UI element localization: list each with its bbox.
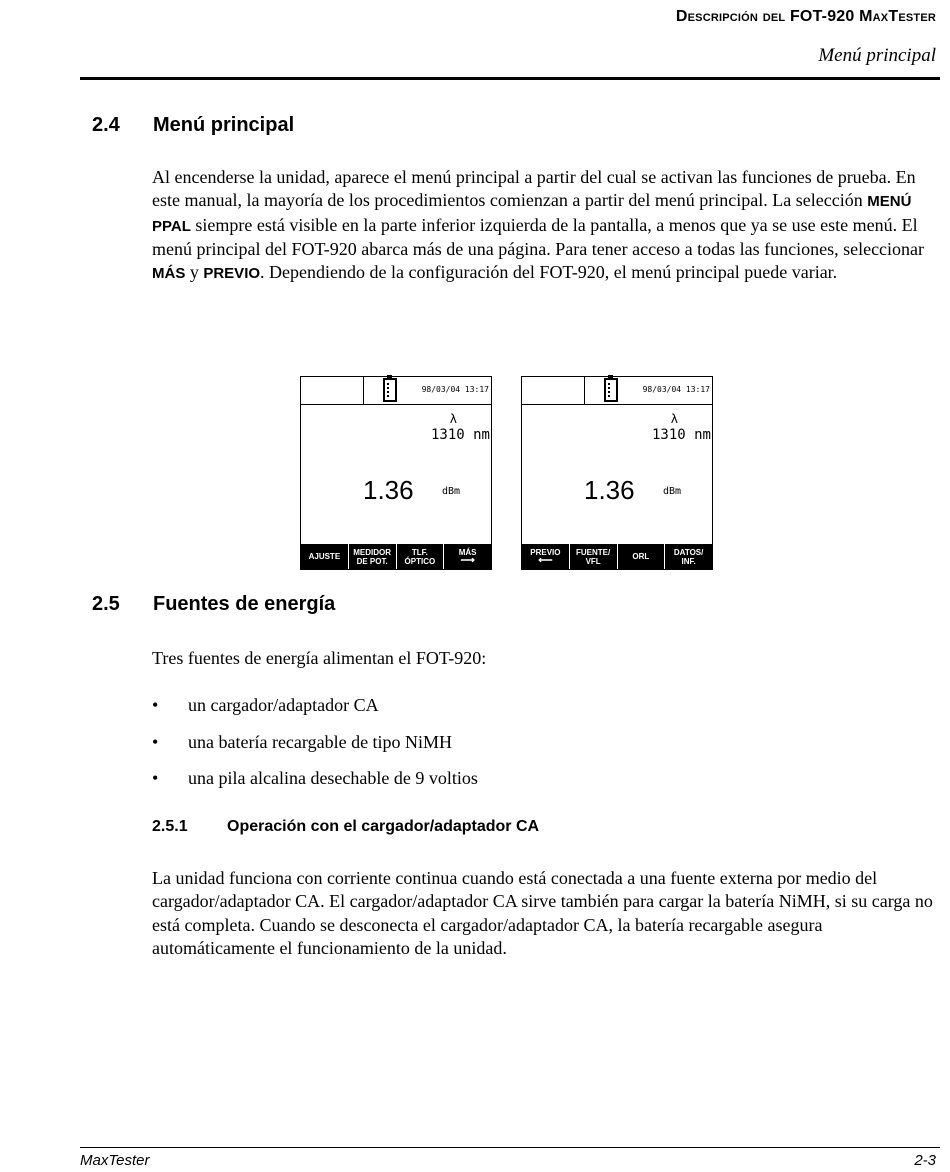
status-divider	[584, 377, 585, 404]
power-readout: 1.36	[363, 475, 414, 505]
right-arrow-icon: ⟶	[460, 555, 475, 566]
device-screen-page-1	[300, 376, 492, 570]
softkey-label-line2: ÓPTICO	[404, 556, 436, 566]
keyword-mas: MÁS	[152, 265, 186, 283]
softkey-mas[interactable]	[444, 544, 491, 569]
softkey-tlf-optico[interactable]	[397, 544, 445, 569]
bullet-icon: •	[152, 732, 159, 752]
softkey-orl[interactable]	[618, 544, 666, 569]
softkey-label: FUENTE/	[576, 547, 611, 557]
softkey-label: TLF.	[411, 547, 428, 557]
keyword-previo: PREVIO	[203, 265, 261, 283]
battery-icon	[604, 378, 618, 402]
list-item	[152, 768, 478, 789]
header-rule	[80, 77, 940, 80]
status-bar	[301, 377, 491, 405]
softkey-bar	[301, 544, 491, 569]
paragraph-main-menu	[152, 166, 942, 285]
text-run: . Dependiendo de la configuración del FOT-920, el menú principal puede variar.	[260, 262, 838, 283]
power-readout: 1.36	[584, 475, 635, 505]
softkey-label: MEDIDOR	[353, 547, 392, 557]
list-item	[152, 732, 452, 753]
softkey-label-line2: DE POT.	[356, 556, 388, 566]
left-arrow-icon: ⟵	[538, 555, 553, 566]
footer-rule	[80, 1147, 940, 1148]
page-number: 2-3	[914, 1152, 936, 1169]
date-time: 98/03/04 13:17	[421, 385, 489, 394]
footer-product-name: MaxTester	[80, 1152, 150, 1169]
softkey-label-line2: INF.	[681, 556, 696, 566]
section-heading-2-4	[92, 114, 294, 137]
running-header-section: Menú principal	[818, 45, 936, 66]
softkey-label: PREVIO	[530, 548, 561, 557]
softkey-datos-inf[interactable]	[665, 544, 712, 569]
list-item-text: una batería recargable de tipo NiMH	[188, 732, 453, 752]
power-unit: dBm	[442, 486, 461, 497]
softkey-label: ORL	[632, 552, 650, 561]
wavelength-readout: 1310 nm	[651, 427, 711, 443]
softkey-label: DATOS/	[673, 547, 704, 557]
section-title: Menú principal	[153, 114, 295, 136]
softkey-bar	[522, 544, 712, 569]
section-title: Fuentes de energía	[153, 593, 336, 615]
text-run: y	[185, 262, 204, 283]
running-header-chapter: Descripción del FOT-920 MaxTester	[675, 8, 936, 25]
wavelength-readout: 1310 nm	[430, 427, 490, 443]
section-number: 2.4	[92, 114, 120, 136]
softkey-label-line2: VFL	[585, 556, 601, 566]
section-heading-2-5	[92, 593, 335, 616]
subsection-heading-2-5-1	[152, 818, 539, 836]
subsection-number: 2.5.1	[152, 818, 188, 835]
subsection-title: Operación con el cargador/adaptador CA	[227, 818, 540, 835]
softkey-fuente-vfl[interactable]	[570, 544, 618, 569]
status-bar	[522, 377, 712, 405]
section-number: 2.5	[92, 593, 120, 615]
battery-icon	[383, 378, 397, 402]
paragraph-power-intro: Tres fuentes de energía alimentan el FOT-920:	[152, 648, 487, 668]
bullet-icon: •	[152, 695, 159, 715]
lambda-symbol: λ	[449, 412, 457, 426]
status-divider	[363, 377, 364, 404]
text-run: Al encenderse la unidad, aparece el menú principal a partir del cual se activan las funciones de prueba. En este manual, la mayoría de los procedimientos comienzan a partir del menú principal. La selección	[152, 167, 916, 211]
text-run: siempre está visible en la parte inferior izquierda de la pantalla, a menos que ya se use este menú. El menú principal del FOT-920 abarca más de una página. Para tener acceso a todas las funciones, seleccionar	[152, 214, 925, 259]
date-time: 98/03/04 13:17	[642, 385, 710, 394]
device-screen-page-2	[521, 376, 713, 570]
keyword-menu-ppal: MENÚ PPAL	[152, 193, 912, 235]
list-item-text: una pila alcalina desechable de 9 voltios	[188, 768, 478, 788]
power-unit: dBm	[663, 486, 682, 497]
softkey-previo[interactable]	[522, 544, 570, 569]
list-item-text: un cargador/adaptador CA	[188, 695, 379, 715]
softkey-medidor-de-pot[interactable]	[349, 544, 397, 569]
lambda-symbol: λ	[670, 412, 678, 426]
bullet-icon: •	[152, 768, 159, 788]
softkey-label: MÁS	[458, 548, 477, 557]
softkey-label: AJUSTE	[308, 552, 341, 561]
softkey-ajuste[interactable]	[301, 544, 349, 569]
paragraph-ac-adapter: La unidad funciona con corriente continua cuando está conectada a una fuente externa por medio del cargador/adaptador CA. El cargador/adaptador CA sirve también para cargar la batería NiMH, si su carga no está completa. Cuando se desconecta el cargador/adaptador CA, la batería recargable asegura automáticamente el funcionamiento de la unidad.	[152, 868, 933, 958]
list-item	[152, 695, 379, 716]
